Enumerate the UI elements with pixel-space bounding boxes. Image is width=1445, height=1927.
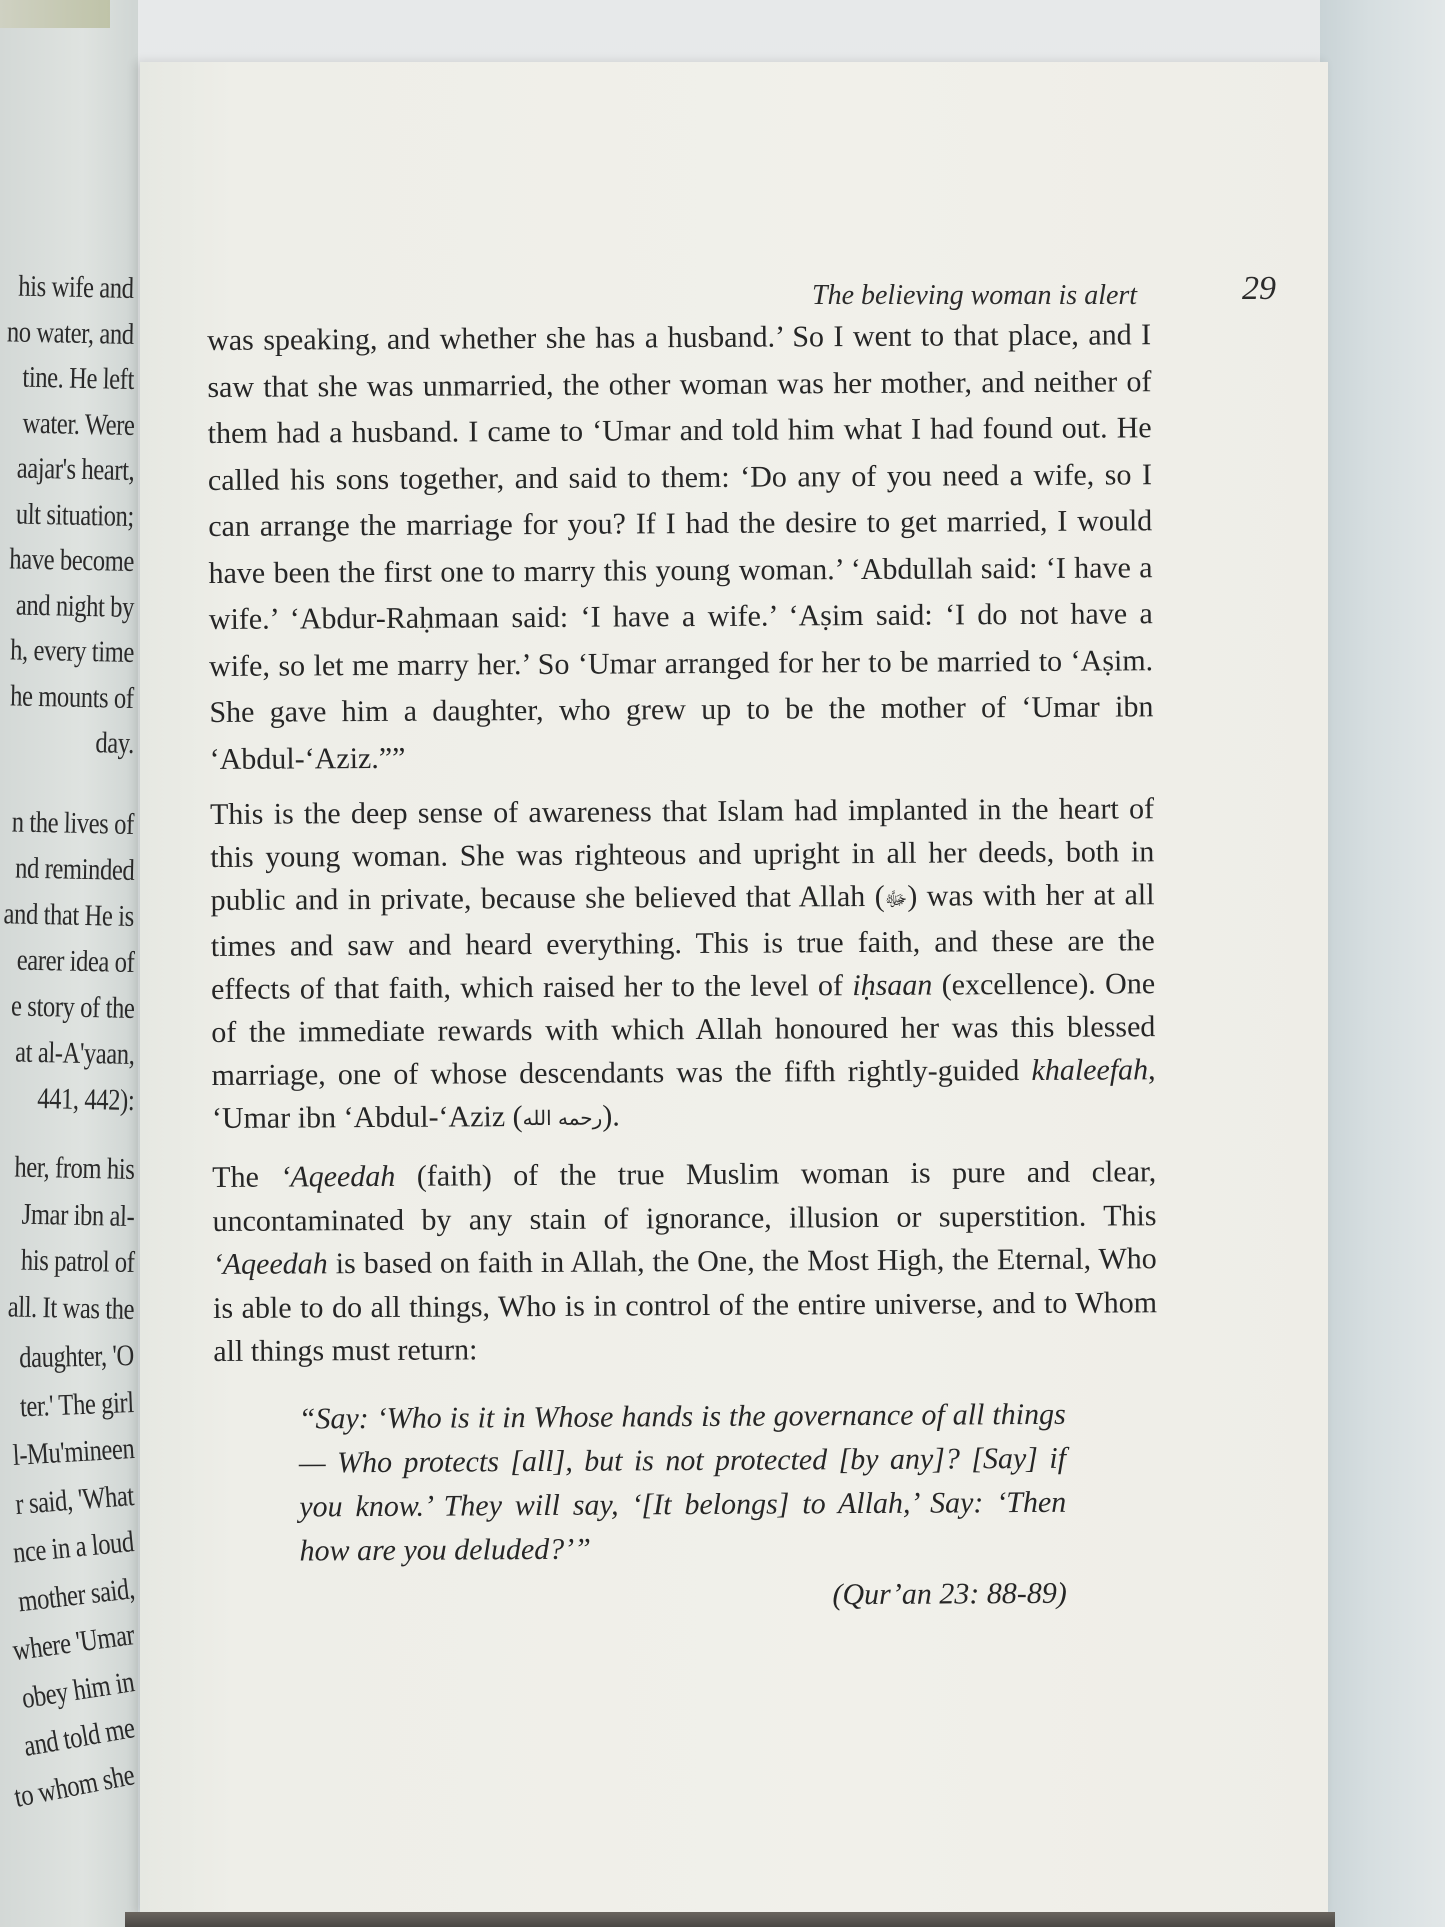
previous-page-line: ter.' The girl bbox=[19, 1385, 135, 1423]
previous-page-line: earer idea of bbox=[16, 943, 135, 979]
previous-page-line: and that He is bbox=[3, 897, 135, 933]
page-bottom-edge bbox=[125, 1912, 1335, 1927]
paragraph-3-text-c: is based on faith in Allah, the One, the Most High, the Eternal, Who is able to do all things, Who is in control of the entire universe, and to Whom all things must return: bbox=[212, 1242, 1158, 1369]
previous-page-line: and night by bbox=[15, 588, 135, 624]
paragraph-3 bbox=[212, 1150, 1157, 1373]
quran-quotation: “Say: ‘Who is it in Whose hands is the governance of all things — Who protects [all], but is not protected [by any]? [Say] if you know.’ They will say, ‘[It belongs] to Allah,’ Say: ‘Then how are you deluded?’” bbox=[298, 1397, 1067, 1568]
previous-page-line: no water, and bbox=[6, 314, 135, 351]
paragraph-3-text-a: The bbox=[212, 1160, 281, 1195]
term-khaleefah: khaleefah bbox=[1031, 1052, 1149, 1087]
previous-page-line: e story of the bbox=[10, 989, 135, 1025]
previous-page-line: where 'Umar bbox=[10, 1618, 137, 1668]
previous-page-line: r said, 'What bbox=[14, 1478, 136, 1521]
term-aqeedah: ‘Aqeedah bbox=[212, 1247, 328, 1282]
page-body bbox=[207, 312, 1159, 1622]
previous-page-line: her, from his bbox=[13, 1150, 135, 1186]
previous-page-line: Jmar ibn al- bbox=[21, 1197, 135, 1233]
previous-page bbox=[0, 0, 138, 1927]
paragraph-3-text-b: (faith) of the true Muslim woman is pure and clear, uncontaminated by any stain of ignorance, illusion or superstition. This bbox=[212, 1155, 1157, 1238]
running-title: The believing woman is alert bbox=[812, 280, 1138, 311]
previous-page-line: mother said, bbox=[16, 1571, 136, 1618]
paragraph-2-text-e: ). bbox=[602, 1099, 620, 1133]
paragraph-2 bbox=[210, 787, 1156, 1142]
previous-page-line: tine. He left bbox=[22, 360, 135, 396]
paragraph-2-text-d: , ‘Umar ibn ‘Abdul-‘Aziz ( bbox=[211, 1052, 1156, 1135]
previous-page-line: obey him in bbox=[19, 1664, 137, 1715]
page-number: 29 bbox=[1242, 270, 1276, 307]
previous-page-line: and told me bbox=[21, 1711, 137, 1763]
previous-page-line: l-Mu'mineen bbox=[11, 1432, 135, 1472]
previous-page-line: all. It was the bbox=[7, 1289, 135, 1326]
previous-page-line: day. bbox=[95, 726, 135, 760]
previous-page-line: ult situation; bbox=[15, 497, 135, 533]
paragraph-2-text-a: This is the deep sense of awareness that Islam had implanted in the heart of this young woman. She was righteous and upright in all her deeds, both in public and in private, because she believed that Allah ( bbox=[209, 792, 1155, 917]
paragraph-2-text-c: (excellence). One of the immediate rewards with which Allah honoured her was this blessed marriage, one of whose descendants was the fifth rightly-guided bbox=[211, 966, 1156, 1092]
previous-page-line: n the lives of bbox=[11, 805, 135, 841]
previous-page-line: aajar's heart, bbox=[16, 451, 135, 487]
background-surface bbox=[1320, 0, 1445, 1927]
previous-page-line: daughter, 'O bbox=[19, 1339, 135, 1375]
previous-page-line: his patrol of bbox=[20, 1243, 135, 1279]
previous-page-line: nd reminded bbox=[14, 851, 135, 887]
previous-page-line: he mounts of bbox=[10, 678, 135, 715]
honorific-glyph: ﷻ bbox=[884, 886, 908, 911]
previous-page-line: water. Were bbox=[21, 406, 135, 442]
previous-page-line: at al-A'yaan, bbox=[14, 1035, 135, 1071]
previous-page-line: nce in a loud bbox=[11, 1525, 136, 1570]
term-aqeedah: ‘Aqeedah bbox=[280, 1160, 396, 1194]
previous-page-line: his wife and bbox=[18, 269, 135, 305]
paragraph-2-text-b: ) was with her at all times and saw and heard everything. This is true faith, and these are the effects of that faith, which raised her to the level of bbox=[210, 878, 1155, 1006]
previous-page-line: h, every time bbox=[9, 633, 135, 669]
page-edge-strip bbox=[0, 0, 110, 28]
previous-page-line: 441, 442): bbox=[36, 1081, 135, 1117]
paragraph-1: was speaking, and whether she has a husband.’ So I went to that place, and I saw that she was unmarried, the other woman was her mother, and neither of them had a husband. I came to ‘Umar and told him what I had found out. He called his sons together, and said to them: ‘Do any of you need a wife, so I can arrange the marriage for you? If I had the desire to get married, I would have been the first one to marry this young woman.’ ‘Abdullah said: ‘I have a wife.’ ‘Abdur-Raḥmaan said: ‘I have a wife.’ ‘Aṣim said: ‘I do not have a wife, so let me marry her.’ So ‘Umar arranged for her to be married to ‘Aṣim. She gave him a daughter, who grew up to be the mother of ‘Umar ibn ‘Abdul-‘Aziz.”” bbox=[207, 318, 1154, 776]
honorific-glyph: رحمه الله bbox=[522, 1105, 603, 1131]
term-ihsaan: iḥsaan bbox=[852, 968, 933, 1002]
previous-page-line: have become bbox=[9, 542, 135, 578]
quotation-reference: (Qur’an 23: 88-89) bbox=[832, 1576, 1067, 1611]
previous-page-line: to whom she bbox=[11, 1757, 138, 1814]
